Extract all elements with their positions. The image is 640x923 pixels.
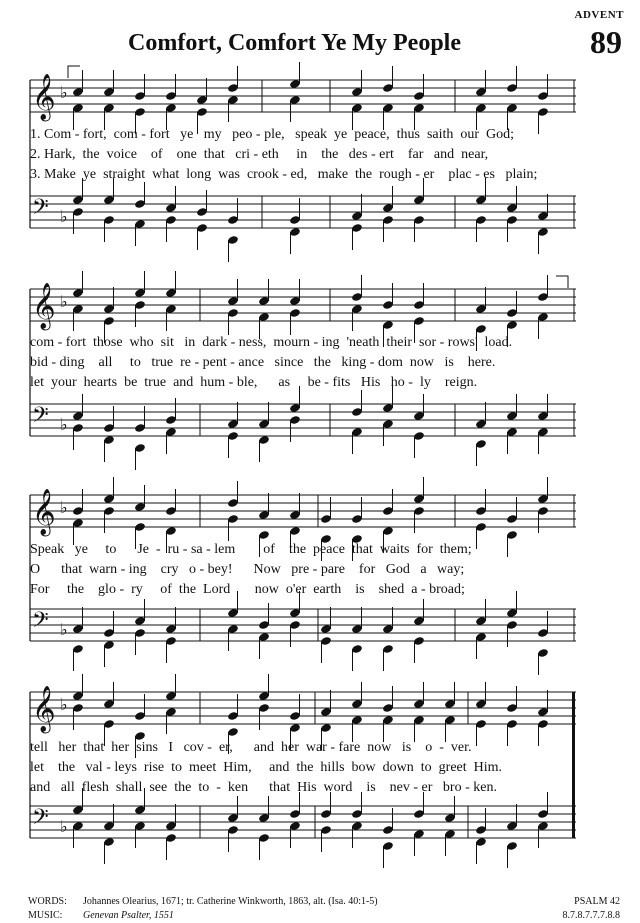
hymn-title: Comfort, Comfort Ye My People (128, 30, 461, 56)
lyric-line: 2. Hark, the voice of one that cri - eth in the des - ert far and near, (30, 147, 489, 162)
flat-icon: ♭ (60, 620, 68, 639)
flat-icon: ♭ (60, 498, 68, 517)
flat-icon: ♭ (60, 83, 68, 102)
music-credit: Genevan Psalter, 1551 (83, 910, 174, 921)
words-credit: Johannes Olearius, 1671; tr. Catherine Winkworth, 1863, alt. (Isa. 40:1-5) (83, 896, 378, 907)
treble-clef-icon: 𝄞 (32, 283, 56, 329)
lyric-line: let the val - leys rise to meet Him, and the hills bow down to greet Him. (30, 760, 503, 775)
final-barline (572, 692, 575, 838)
hymn-number: 89 (590, 24, 622, 60)
flat-icon: ♭ (60, 695, 68, 714)
credits (28, 895, 378, 923)
lyric-line: com - fort those who sit in dark - ness, mourn - ing 'neath their sor - rows' load. (30, 335, 513, 350)
bass-clef-icon: 𝄢 (32, 608, 49, 638)
lyric-line: and all flesh shall see the to - ken that His word is nev - er bro - ken. (30, 780, 497, 795)
flat-icon: ♭ (60, 207, 68, 226)
meter: 8.7.8.7.7.7.8.8 (562, 910, 620, 921)
lyric-line: For the glo - ry of the Lord now o'er earth is shed a - broad; (30, 582, 465, 597)
tune-info (563, 895, 621, 923)
lyric-line: let your hearts be true and hum - ble, as be - fits His ho - ly reign. (30, 375, 478, 390)
bass-clef-icon: 𝄢 (32, 805, 49, 835)
treble-clef-icon: 𝄞 (32, 686, 56, 732)
treble-clef-icon: 𝄞 (32, 489, 56, 535)
lyric-line: Speak ye to Je - ru - sa - lem of the peace that waits for them; (30, 542, 472, 557)
lyric-line: tell her that her sins I cov - er, and her war - fare now is o - ver. (30, 740, 472, 755)
bass-clef-icon: 𝄢 (32, 195, 49, 225)
lyric-line: O that warn - ing cry o - bey! Now pre - pare for God a way; (30, 562, 465, 577)
words-label: WORDS: (28, 896, 67, 907)
treble-clef-icon: 𝄞 (32, 74, 56, 120)
lyric-line: 1. Com - fort, com - fort ye my peo - ple, speak ye peace, thus saith our God; (30, 127, 515, 142)
lyric-line: 3. Make ye straight what long was crook - ed, make the rough - er plac - es plain; (30, 167, 538, 182)
flat-icon: ♭ (60, 415, 68, 434)
bass-clef-icon: 𝄢 (32, 403, 49, 433)
flat-icon: ♭ (60, 292, 68, 311)
flat-icon: ♭ (60, 817, 68, 836)
music-label: MUSIC: (28, 910, 63, 921)
lyric-line: bid - ding all to true re - pent - ance since the king - dom now is here. (30, 355, 496, 370)
tune-name: PSALM 42 (574, 896, 620, 907)
repeat-bracket (556, 276, 568, 288)
repeat-bracket (68, 66, 80, 78)
season-label: ADVENT (574, 9, 624, 21)
